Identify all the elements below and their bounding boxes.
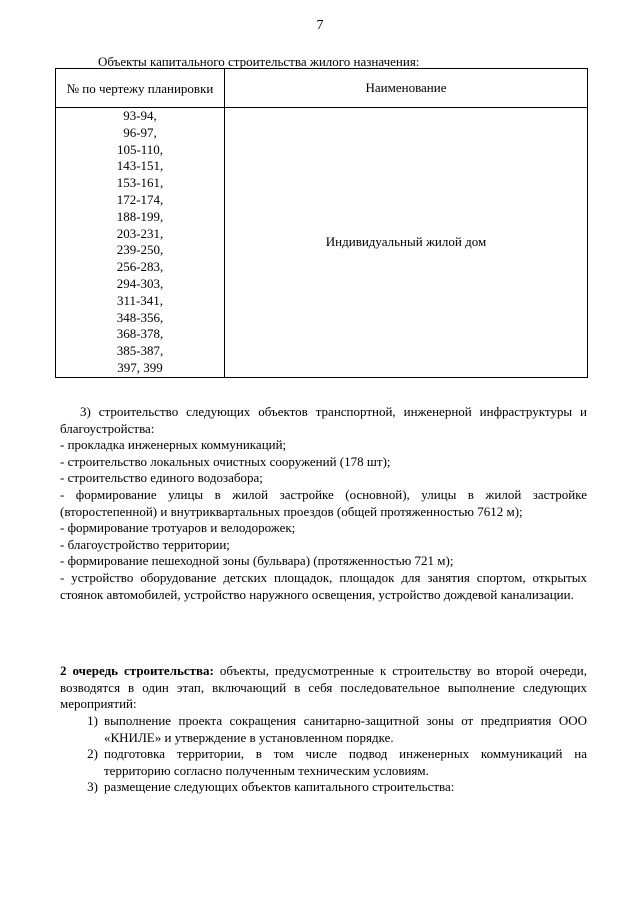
list-marker: 3) [87,779,98,795]
table-caption: Объекты капитального строительства жилого назначения: [98,54,420,69]
drawing-number: 368-378, [116,326,164,342]
list-item-text: выполнение проекта сокращения санитарно-защитной зоны от предприятия ООО «КНИЛЕ» и утверждение в установленном порядке. [104,713,587,745]
drawing-number: 397, 399 [117,359,163,375]
page-number: 7 [316,18,324,33]
drawing-number: 348-356, [116,309,164,325]
list-marker: 1) [87,713,98,728]
header-name: Наименование [225,69,588,108]
list-marker: 2) [87,746,98,762]
header-drawing-number: № по чертежу планировки [56,69,225,108]
list-item-text: подготовка территории, в том числе подвод инженерных коммуникаций на территорию согласно полученным техническим условиям. [104,746,587,778]
list-item: - прокладка инженерных коммуникаций; [60,437,287,453]
list-item: - строительство единого водозабора; [60,470,263,486]
objects-table [55,68,588,378]
drawing-number: 203-231, [116,225,164,241]
list-item [60,779,587,796]
drawing-number: 172-174, [116,191,164,207]
drawing-number: 294-303, [116,275,164,291]
stage1-intro: 3) строительство следующих объектов транспортной, инженерной инфраструктуры и благоустройства: [60,404,587,436]
list-item: - формирование пешеходной зоны (бульвара) (протяженностью 721 м); [60,553,454,569]
list-item: - устройство оборудование детских площадок, площадок для занятия спортом, открытых стоянок автомобилей, устройство наружного освещения, устройство дождевой канализации. [60,569,587,602]
list-item: - строительство локальных очистных сооружений (178 шт); [60,453,391,469]
stage2-list [60,713,587,796]
drawing-number: 153-161, [116,175,164,191]
drawing-numbers-cell [56,108,225,378]
list-item [60,746,587,779]
table-row [56,108,588,378]
stage1-section [60,404,587,603]
list-item [60,713,587,746]
drawing-number: 256-283, [116,259,164,275]
drawing-number: 239-250, [116,242,164,258]
object-name-cell: Индивидуальный жилой дом [225,108,588,378]
list-item: - формирование улицы в жилой застройке (основной), улицы в жилой застройке (второстепенной) и внутриквартальных проездов (общей протяженностью 7612 м); [60,486,587,519]
stage2-paragraph [60,663,587,713]
drawing-number: 143-151, [116,158,164,174]
drawing-number: 188-199, [116,208,164,224]
stage2-title: 2 очередь строительства: [60,663,214,678]
drawing-number: 96-97, [123,124,157,140]
drawing-number: 311-341, [116,292,164,308]
list-item: - благоустройство территории; [60,536,230,552]
drawing-number: 105-110, [116,141,164,157]
list-item-text: размещение следующих объектов капитального строительства: [104,779,455,795]
table-header-row [56,69,588,108]
list-item: - формирование тротуаров и велодорожек; [60,520,296,536]
drawing-number: 385-387, [116,343,164,359]
stage2-text: объекты, предусмотренные к строительству во второй очереди, возводятся в один этап, включающий в себя последовательное выполнение следующих мероприятий: [60,663,587,712]
drawing-number: 93-94, [123,108,157,123]
